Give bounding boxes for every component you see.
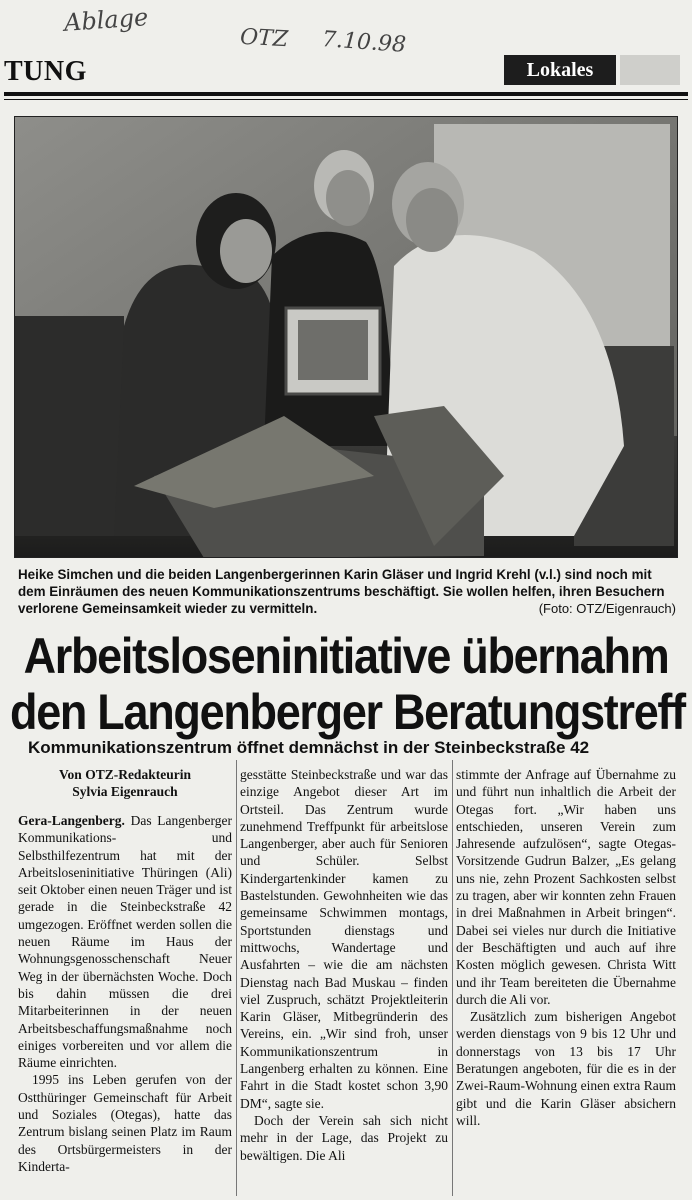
photo-table [14,316,124,536]
article-paragraph: stimmte der Anfrage auf Übernahme zu und führt nun inhaltlich die Arbeit der Otegas fort. „Wir haben uns entschieden, unseren Verein zum Jahresende aufzulösen“, sagte Otegas-Vorsitzende Gudrun Balzer, „Es gelang uns nie, zehn Prozent Sachkosten selbst zu tragen, aber wir konnten zehn Frauen in drei Maßnahmen in Arbeit bringen“. Dabei sei vieles nur durch die Initiative der Beschäftigten und auch auf ihre Kosten möglich gewesen. Christa Witt und ihr Team bereiteten die Übernahme durch die Ali vor. [456,767,676,1007]
photo-face-middle [326,170,370,226]
headline [10,626,685,740]
handwritten-ablage-note: Ablage [63,3,150,37]
dateline: Gera-Langenberg. [18,813,125,828]
article-paragraph [18,812,232,1071]
headline-line-2: den Langenberger Beratungstreff [10,682,685,740]
top-rule [4,92,688,96]
section-label: Lokales [504,55,616,85]
article-paragraph: gesstätte Steinbeckstraße und war das einzige Angebot dieser Art im Ortsteil. Das Zentrum wurde zunehmend Treffpunkt für arbeitslose Langenberger, aber auch für Senioren und Schüler. Selbst Kindergartenkinder kamen zu Bastelstunden. Gewohnheiten wie das gemeinsame Schwimmen montags, Sportstunden dienstags und mittwochs, Wandertage und Ausfahrten – wie die am nächsten Dienstag nach Bad Muskau – finden viel Zuspruch, schätzt Projektleiterin Karin Gläser, Mitbegründerin des Vereins, ein. „Wir sind froh, unser Kommunikationszentrum in Langenberg erhalten zu können. Eine Fahrt in die Stadt kostet schon 3,90 DM“, sagte sie. [240,767,448,1111]
paragraph-text: Das Langenberger Kommunikations- und Selbsthilfezentrum hat mit der Arbeitsloseninitiative Thüringen (Ali) seit Oktober einen neuen Träger und ist gerade in die Steinbeckstraße 42 umgezogen. Eröffnet werden sollen die neuen Räume im Haus der Wohnungsgenosschenschaft Neuer Weg in der übernächsten Woche. Doch bis dahin müssen die drei Mitarbeiterinnen in der neuen Arbeitsbeschaffungsmaßnahme noch einiges vorbereiten und vor allem die Räume einrichten. [18,813,232,1071]
byline [20,766,230,800]
article-paragraph: Zusätzlich zum bisherigen Angebot werden dienstags von 9 bis 12 Uhr und donnerstags von 13 bis 17 Uhr Beratungen angeboten, für die es in der Zwei-Raum-Wohnung einen extra Raum gibt und die Karin Gläser absichern will. [456,1009,676,1128]
article-photo [14,116,678,558]
masthead-fragment: TUNG [4,56,87,87]
subheadline: Kommunikationszentrum öffnet demnächst in der Steinbeckstraße 42 [28,738,590,757]
article-column-1 [18,812,232,1175]
top-rule-thin [4,99,688,100]
byline-role: Von OTZ-Redakteurin [59,767,191,782]
column-divider [236,760,237,1196]
handwritten-date-note: 7.10.98 [321,27,407,58]
column-divider [452,760,453,1196]
article-paragraph: 1995 ins Leben gerufen von der Ostthüringer Gemeinschaft für Arbeit und Soziales (Otegas), hatte das Zentrum bislang seinen Platz im Raum des Ortsbürgermeisters in der Kinderta- [18,1072,232,1174]
photo-monitor-screen [298,320,368,380]
photo-caption: Heike Simchen und die beiden Langenbergerinnen Karin Gläser und Ingrid Krehl (v.l.) sind noch mit dem Einräumen des neuen Kommunikationszentrums beschäftigt. Sie wollen helfen, ihren Besuchern verlorene Gemeinsamkeit wieder zu vermitteln. [18,567,665,616]
headline-line-1: Arbeitsloseninitiative übernahm [23,626,669,684]
article-column-2 [240,766,448,1164]
photo-face-right [406,188,458,252]
article-paragraph: Doch der Verein sah sich nicht mehr in der Lage, das Projekt zu bewältigen. Die Ali [240,1112,448,1163]
byline-author: Sylvia Eigenrauch [72,784,178,799]
photo-credit: (Foto: OTZ/Eigenrauch) [538,601,676,616]
photo-face-left [220,219,272,283]
article-column-3 [456,766,676,1129]
masthead-edge [620,55,680,85]
handwritten-paper-note: OTZ [239,24,289,53]
